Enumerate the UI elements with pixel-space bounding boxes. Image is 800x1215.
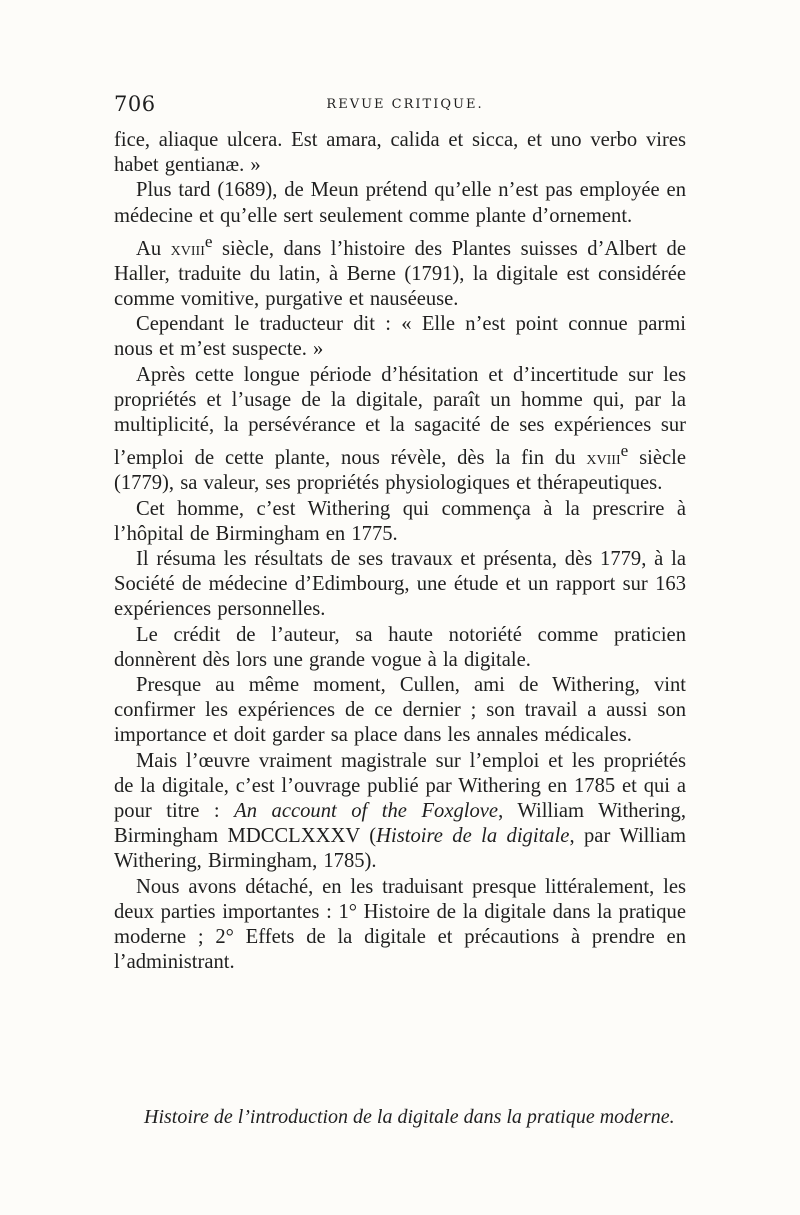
ordinal-suffix: e [204,231,213,251]
text-span: , William Withering, Birmingham MDCCLXXXV ( [114,800,686,848]
paragraph [114,363,686,497]
century-numeral: xviii [170,237,205,260]
paragraph [114,749,686,875]
body-text [114,128,686,975]
paragraph: Plus tard (1689), de Meun prétend qu’elle n’est pas employée en médecine et qu’elle sert seulement comme plante d’ornement. [114,179,686,227]
paragraph [114,229,686,312]
text-span: Après cette longue période d’hésitation et d’incertitude sur les propriétés et l’usage de la digitale, paraît un homme qui, par la multiplicité, la persévérance et la sagacité de ses expériences sur l’emploi de cette plante, nous révèle, dès la fin du [114,363,686,470]
paragraph: Cependant le traducteur dit : « Elle n’est point connue parmi nous et m’est suspecte. » [114,313,686,361]
text-span: siècle (1779), sa valeur, ses propriétés physiologiques et thérapeutiques. [114,447,687,495]
paragraph: Presque au même moment, Cullen, ami de Withering, vint confirmer les expériences de ce dernier ; son travail a aussi son importance et doit garder sa place dans les annales médicales. [114,673,686,747]
paragraph: Il résuma les résultats de ses travaux et présenta, dès 1779, à la Société de médecine d’Edimbourg, une étude et un rapport sur 163 expériences personnelles. [114,547,686,621]
text-span: , par William Withering, Birmingham, 1785). [114,825,686,873]
paragraph: fice, aliaque ulcera. Est amara, calida et sicca, et uno verbo vires habet gentianæ. » [114,129,686,177]
page-number: 706 [114,92,156,116]
text-span: Mais l’œuvre vraiment magistrale sur l’emploi et les propriétés de la digitale, c’est l’ouvrage publié par Withering en 1785 et qui a pour titre : [114,749,686,822]
section-subheading: Histoire de l’introduction de la digitale dans la pratique moderne. [144,1106,675,1128]
century-numeral: xviii [586,447,621,470]
ordinal-suffix: e [620,441,629,461]
text-span: Au [136,237,171,260]
paragraph: Nous avons détaché, en les traduisant presque littéralement, les deux parties importantes : 1° Histoire de la digitale dans la pratique moderne ; 2° Effets de la digitale et précautions à prendre en l’administrant. [114,875,686,974]
running-title: REVUE CRITIQUE. [326,97,484,112]
book-title-french: Histoire de la digitale [376,825,570,848]
text-span: siècle, dans l’histoire des Plantes suisses d’Albert de Haller, traduite du latin, à Berne (1791), la digitale est considérée comme vomitive, purgative et nauséeuse. [114,237,686,311]
book-title-english: An account of the Foxglove [234,800,499,822]
paragraph: Cet homme, c’est Withering qui commença à la prescrire à l’hôpital de Birmingham en 1775. [114,497,686,545]
page-header [114,92,696,118]
paragraph: Le crédit de l’auteur, sa haute notoriété comme praticien donnèrent dès lors une grande vogue à la digitale. [114,623,686,671]
